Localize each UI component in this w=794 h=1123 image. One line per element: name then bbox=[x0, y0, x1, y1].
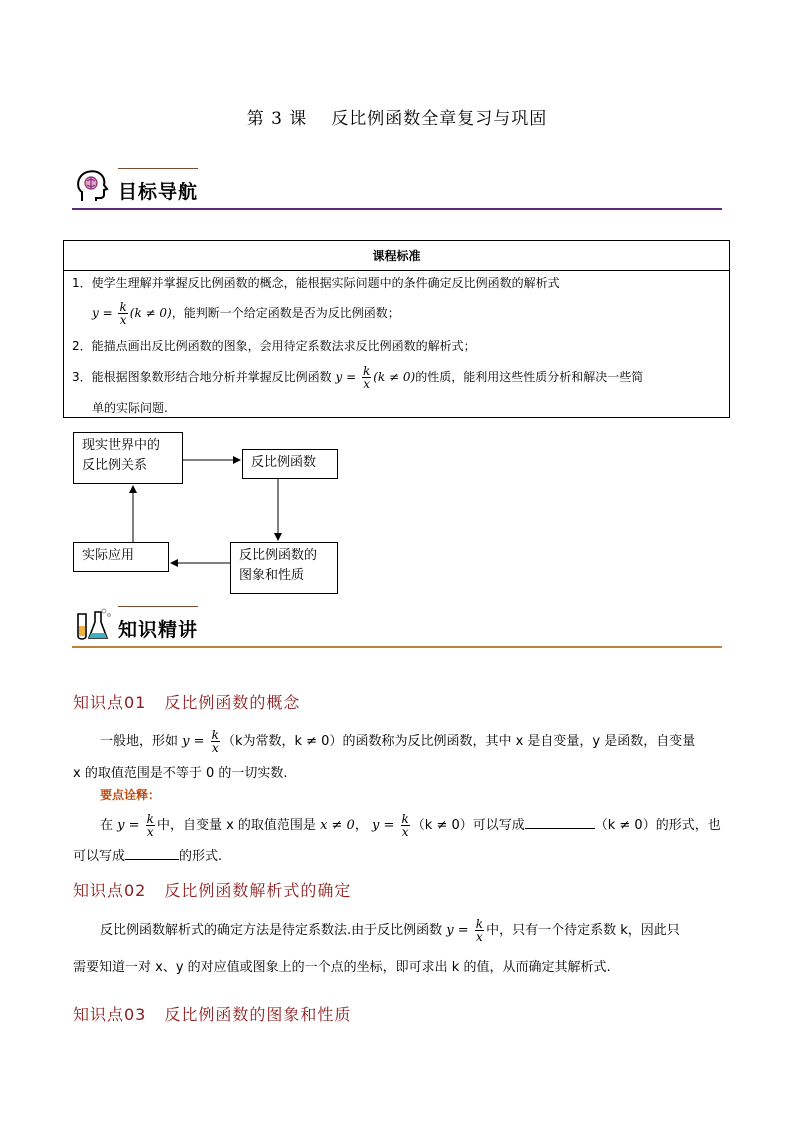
flow-box-graph-properties: 反比例函数的 图象和性质 bbox=[230, 542, 338, 594]
standard-item-3: 3．能根据图象数形结合地分析并掌握反比例函数 y = $\frac{k}{x}$ (k ≠ 0)的性质，能利用这些性质分析和解决一些简 bbox=[72, 364, 644, 391]
section-title: 目标导航 bbox=[118, 181, 199, 203]
paragraph: 在 y = $\frac{k}{x}$ 中，自变量 x 的取值范围是 x ≠ 0， y = $\frac{k}{x}$ （k ≠ 0）可以写成 （k ≠ 0）的形式，也 bbox=[100, 812, 721, 839]
fraction-k-over-x: $\frac{k}{x}$ bbox=[211, 728, 219, 755]
section-rule bbox=[72, 646, 722, 648]
standard-item-1: 1．使学生理解并掌握反比例函数的概念，能根据实际问题中的条件确定反比例函数的解析式 bbox=[72, 276, 560, 290]
fill-blank-1[interactable] bbox=[525, 828, 595, 829]
fraction-k-over-x: $\frac{k}{x}$ bbox=[119, 300, 127, 327]
fraction-k-over-x: $\frac{k}{x}$ bbox=[401, 812, 409, 839]
flow-box-inverse-function: 反比例函数 bbox=[242, 449, 338, 479]
brain-head-icon bbox=[74, 168, 112, 206]
section-title: 知识精讲 bbox=[118, 619, 199, 641]
lesson-number: 第 3 课 bbox=[246, 109, 308, 129]
flow-box-application: 实际应用 bbox=[73, 542, 169, 572]
paragraph: 需要知道一对 x、y 的对应值或图象上的一个点的坐标，即可求出 k 的值，从而确定其解析式. bbox=[73, 960, 611, 975]
fraction-k-over-x: $\frac{k}{x}$ bbox=[475, 917, 484, 944]
fraction-k-over-x: $\frac{k}{x}$ bbox=[146, 812, 154, 839]
knowledge-point-title: 知识点02 反比例函数解析式的确定 bbox=[73, 881, 352, 900]
key-note-label: 要点诠释： bbox=[100, 788, 161, 802]
section-header-knowledge bbox=[72, 606, 722, 648]
page-title bbox=[0, 104, 794, 129]
standards-header: 课程标准 bbox=[64, 241, 729, 271]
section-header-goals bbox=[72, 168, 722, 210]
lesson-topic: 反比例函数全章复习与巩固 bbox=[331, 109, 548, 129]
section-decoration-line bbox=[118, 606, 198, 607]
flow-box-real-world: 现实世界中的 反比例关系 bbox=[73, 432, 183, 484]
paragraph: 反比例函数解析式的确定方法是待定系数法.由于反比例函数 y = $\frac{k}{x}$ 中，只有一个待定系数 k，因此只 bbox=[100, 917, 680, 944]
fill-blank-2[interactable] bbox=[125, 859, 179, 860]
standard-item-1-formula-line: y = $\frac{k}{x}$ (k ≠ 0)，能判断一个给定函数是否为反比例函数； bbox=[92, 300, 400, 327]
curriculum-standards-box bbox=[63, 240, 730, 418]
standard-item-3-cont: 单的实际问题. bbox=[92, 401, 168, 415]
fraction-k-over-x: $\frac{k}{x}$ bbox=[362, 364, 371, 391]
lab-flask-icon bbox=[74, 606, 112, 644]
paragraph: x 的取值范围是不等于 0 的一切实数. bbox=[73, 766, 288, 781]
knowledge-point-title: 知识点03 反比例函数的图象和性质 bbox=[73, 1005, 352, 1024]
paragraph: 一般地，形如 y = $\frac{k}{x}$ （k为常数，k ≠ 0）的函数称为反比例函数，其中 x 是自变量，y 是函数，自变量 bbox=[100, 728, 696, 755]
paragraph: 可以写成 的形式. bbox=[73, 849, 223, 864]
section-rule bbox=[72, 208, 722, 210]
knowledge-point-title: 知识点01 反比例函数的概念 bbox=[73, 693, 301, 712]
standard-item-2: 2．能描点画出反比例函数的图象，会用待定系数法求反比例函数的解析式； bbox=[72, 339, 476, 353]
section-decoration-line bbox=[118, 168, 198, 169]
